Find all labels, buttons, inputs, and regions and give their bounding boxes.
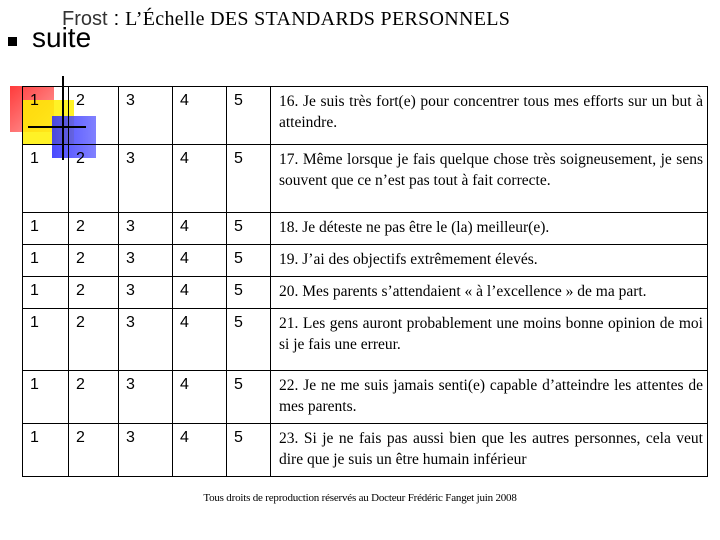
bullet-text: suite — [32, 22, 92, 53]
table-row — [23, 277, 708, 309]
scale-value-cell: 2 — [69, 277, 119, 309]
standards-scale-table — [22, 86, 708, 477]
bullet-square-icon — [8, 37, 17, 46]
scale-value-cell: 2 — [69, 213, 119, 245]
scale-value-cell: 2 — [69, 424, 119, 477]
copyright-footer: Tous droits de reproduction réservés au Docteur Frédéric Fanget juin 2008 — [203, 492, 517, 504]
scale-value-cell: 4 — [173, 371, 227, 424]
scale-value-cell: 5 — [227, 371, 271, 424]
scale-value-cell: 1 — [23, 371, 69, 424]
table-row — [23, 213, 708, 245]
scale-value-cell: 5 — [227, 424, 271, 477]
item-statement-cell: 22. Je ne me suis jamais senti(e) capable d’atteindre les attentes de mes parents. — [271, 371, 708, 424]
item-statement-cell: 17. Même lorsque je fais quelque chose très soigneusement, je sens souvent que ce n’est pas tout à fait correcte. — [271, 145, 708, 213]
slide-title — [62, 8, 510, 31]
scale-value-cell: 2 — [69, 309, 119, 371]
scale-value-cell: 4 — [173, 424, 227, 477]
item-statement-cell: 16. Je suis très fort(e) pour concentrer tous mes efforts sur un but à atteindre. — [271, 87, 708, 145]
table-row — [23, 309, 708, 371]
title-heading: L’Échelle DES STANDARDS PERSONNELS — [125, 8, 511, 30]
scale-value-cell: 3 — [119, 87, 173, 145]
scale-value-cell: 2 — [69, 245, 119, 277]
table-row — [23, 371, 708, 424]
scale-value-cell: 3 — [119, 277, 173, 309]
scale-value-cell: 4 — [173, 213, 227, 245]
scale-value-cell: 2 — [69, 145, 119, 213]
scale-value-cell: 5 — [227, 309, 271, 371]
scale-value-cell: 3 — [119, 424, 173, 477]
scale-value-cell: 2 — [69, 87, 119, 145]
item-statement-cell: 23. Si je ne fais pas aussi bien que les autres personnes, cela veut dire que je suis un être humain inférieur — [271, 424, 708, 477]
scale-value-cell: 4 — [173, 245, 227, 277]
scale-value-cell: 1 — [23, 277, 69, 309]
table-row — [23, 87, 708, 145]
table-row — [23, 145, 708, 213]
scale-value-cell: 1 — [23, 424, 69, 477]
title-separator: : — [113, 8, 120, 30]
scale-value-cell: 3 — [119, 371, 173, 424]
scale-value-cell: 3 — [119, 145, 173, 213]
scale-value-cell: 3 — [119, 245, 173, 277]
item-statement-cell: 19. J’ai des objectifs extrêmement élevés. — [271, 245, 708, 277]
scale-value-cell: 3 — [119, 213, 173, 245]
scale-value-cell: 1 — [23, 213, 69, 245]
scale-value-cell: 1 — [23, 245, 69, 277]
scale-value-cell: 5 — [227, 87, 271, 145]
table-row — [23, 245, 708, 277]
scale-value-cell: 4 — [173, 277, 227, 309]
table-row — [23, 424, 708, 477]
scale-value-cell: 2 — [69, 371, 119, 424]
scale-value-cell: 5 — [227, 277, 271, 309]
title-author: Frost — [62, 8, 108, 30]
scale-value-cell: 1 — [23, 145, 69, 213]
scale-value-cell: 4 — [173, 309, 227, 371]
item-statement-cell: 18. Je déteste ne pas être le (la) meilleur(e). — [271, 213, 708, 245]
scale-value-cell: 5 — [227, 245, 271, 277]
scale-value-cell: 1 — [23, 309, 69, 371]
scale-value-cell: 1 — [23, 87, 69, 145]
scale-value-cell: 5 — [227, 213, 271, 245]
scale-value-cell: 3 — [119, 309, 173, 371]
scale-value-cell: 4 — [173, 87, 227, 145]
scale-value-cell: 4 — [173, 145, 227, 213]
item-statement-cell: 21. Les gens auront probablement une moins bonne opinion de moi si je fais une erreur. — [271, 309, 708, 371]
item-statement-cell: 20. Mes parents s’attendaient « à l’excellence » de ma part. — [271, 277, 708, 309]
scale-value-cell: 5 — [227, 145, 271, 213]
